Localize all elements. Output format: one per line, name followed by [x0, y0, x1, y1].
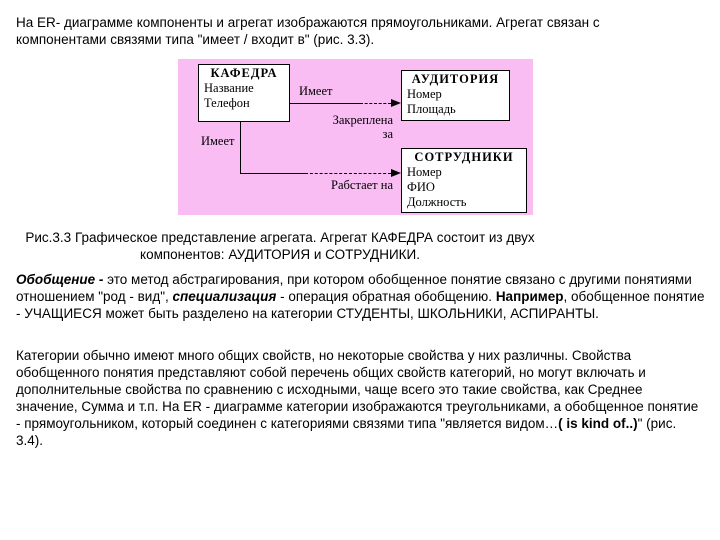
paragraph-categories: Категории обычно имеют много общих свойств, но некоторые свойства у них различны. Свойства обобщенного понятия представляют собой перечень общих свойств категорий, но могут включать и дополнительные свойства по сравнению с исходными, чаще всего это такие свойства, как Среднее значение, Сумма и т.п. На ER - диаграмме категории изображаются треугольниками, а обобщенное понятие - прямоугольником, который соединен с категориями связями типа "является видом…( is kind of..)" (рис. 3.4).: [16, 348, 699, 448]
connector-kafedra-auditoria-solid: [290, 103, 360, 104]
entity-auditoria: [401, 70, 510, 121]
er-diagram: [178, 59, 533, 215]
entity-kafedra-attribute: Телефон: [204, 96, 250, 110]
paragraph-generalization: Обобщение - это метод абстрагирования, при котором обобщенное понятие связано с другими понятиями отношением "род - вид", специализация - операция обратная обобщению. Например, обобщенное понятие - УЧАЩИЕСЯ может быть разделено на категории СТУДЕНТЫ, ШКОЛЬНИКИ, АСПИРАНТЫ.: [16, 272, 705, 321]
entity-sotrudniki-attribute: ФИО: [407, 180, 435, 194]
entity-kafedra: [198, 64, 290, 122]
arrowhead-to-auditoria-icon: [391, 99, 401, 107]
entity-sotrudniki-attribute: Должность: [407, 195, 467, 209]
relation-label-zakreplena-za: Закреплена за: [332, 113, 393, 141]
intro-text: На ER- диаграмме компоненты и агрегат изображаются прямоугольниками. Агрегат связан с компонентами связями типа "имеет / входит в" (рис. 3.3).: [16, 15, 600, 47]
entity-kafedra-attribute: Название: [204, 81, 254, 95]
connector-kafedra-sotrudniki-dashed: [305, 173, 391, 174]
relation-label-imeet-left: Имеет: [201, 134, 235, 148]
entity-sotrudniki: [401, 148, 527, 213]
entity-auditoria-attribute: Номер: [407, 87, 442, 101]
connector-kafedra-auditoria-dashed: [360, 103, 391, 104]
arrowhead-to-sotrudniki-icon: [391, 169, 401, 177]
figure-caption: Рис.3.3 Графическое представление агрегата. Агрегат КАФЕДРА состоит из двух компонентов: АУДИТОРИЯ и СОТРУДНИКИ.: [25, 230, 535, 262]
entity-sotrudniki-attribute: Номер: [407, 165, 442, 179]
entity-sotrudniki-title: СОТРУДНИКИ: [414, 150, 514, 164]
connector-kafedra-sotrudniki-vertical: [240, 122, 241, 173]
entity-auditoria-attribute: Площадь: [407, 102, 456, 116]
relation-label-rabstaet-na: Рабстает на: [331, 178, 393, 192]
relation-label-imeet-top: Имеет: [299, 84, 333, 98]
connector-kafedra-sotrudniki-solid: [240, 173, 305, 174]
entity-auditoria-title: АУДИТОРИЯ: [411, 72, 500, 86]
entity-kafedra-title: КАФЕДРА: [210, 66, 278, 80]
